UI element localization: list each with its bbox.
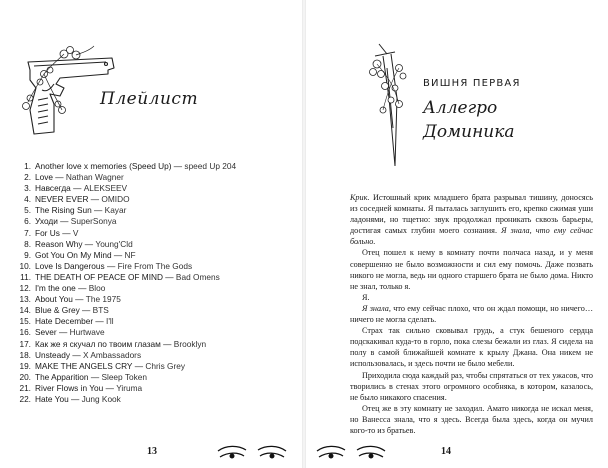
track-title: The Rising Sun (35, 205, 92, 216)
track-number: 19. (19, 360, 31, 371)
playlist-track (16, 394, 236, 405)
part-heading: ВИШНЯ ПЕРВАЯ (423, 78, 521, 89)
track-number: 13. (19, 294, 31, 305)
playlist-track (16, 250, 236, 261)
track-separator: — (82, 238, 96, 249)
track-separator: — (88, 194, 102, 205)
playlist-track (16, 239, 236, 250)
paragraph-text: Страх так сильно сковывал грудь, а стук бешеного сердца подскакивал куда-то в горло, пока слезы бежали из глаз. Я сидела на полу в самой ближайшей комнате к крылу Джана. Она никем не использовалась, и здесь почти не было мебели. (350, 326, 593, 369)
playlist-track (16, 228, 236, 239)
track-artist: V (72, 227, 79, 238)
track-artist: Bloo (88, 283, 106, 294)
track-separator: — (53, 172, 66, 183)
track-artist: Young'Cld (95, 238, 133, 249)
body-paragraph (350, 325, 593, 369)
body-paragraph (350, 292, 593, 303)
track-separator: — (93, 316, 107, 327)
track-number: 17. (19, 338, 31, 349)
track-number: 22. (19, 393, 31, 404)
page-number-left: 13 (147, 446, 157, 457)
playlist-track (16, 216, 236, 227)
playlist-track (16, 327, 236, 338)
right-page (305, 0, 608, 468)
track-separator: — (70, 183, 84, 194)
track-artist: NF (124, 249, 136, 260)
track-title: Sever (35, 327, 57, 338)
track-separator: — (57, 216, 71, 227)
left-page (0, 0, 303, 468)
paragraph-text: Отец же в эту комнату не заходил. Амато никогда не искал меня, но Ванесса знала, что я здесь. Всегда была здесь, когда он мучил кого-то из братьев. (350, 403, 593, 435)
track-title: THE DEATH OF PEACE OF MIND (35, 271, 163, 282)
chapter-body-text (350, 192, 593, 436)
track-artist: Hurtwave (69, 327, 105, 338)
track-artist: ALEKSEEV (83, 183, 128, 194)
italic-lead: Крик. (350, 193, 370, 202)
track-title: NEVER EVER (35, 194, 89, 205)
track-title: The Apparition (35, 371, 89, 382)
track-number: 11. (20, 271, 31, 282)
track-title: Reason Why (35, 238, 83, 249)
playlist-track (16, 183, 236, 194)
track-separator: — (91, 205, 105, 216)
paragraph-text: что ему сейчас плохо, что он ждал помощи, но ничего… ничего не могла сделать. (350, 303, 594, 325)
track-separator: — (72, 294, 86, 305)
track-title: Another love x memories (Speed Up) (35, 161, 172, 171)
track-title: Blue & Grey (35, 305, 80, 316)
track-title: River Flows in You (35, 382, 104, 393)
track-separator: — (103, 382, 117, 393)
paragraph-text: Я. (362, 292, 370, 302)
track-number: 3. (24, 183, 31, 194)
track-number: 16. (19, 327, 31, 338)
track-title: Как же я скучал по твоим глазам (35, 338, 161, 349)
track-artist: I'll (106, 316, 114, 327)
playlist-track (16, 361, 236, 372)
track-artist: OMIDO (101, 194, 130, 205)
track-artist: Chris Grey (145, 360, 186, 371)
track-title: Love Is Dangerous (35, 260, 105, 271)
playlist-track (16, 261, 236, 272)
track-artist: Yiruma (116, 382, 143, 393)
track-artist: SuperSonya (70, 216, 117, 227)
track-artist: Sleep Token (101, 371, 147, 382)
track-separator: — (70, 349, 83, 360)
track-number: 9. (24, 249, 31, 260)
track-title: Love (35, 172, 53, 183)
track-number: 5. (24, 205, 31, 216)
track-number: 18. (19, 349, 31, 360)
eyes-illustration (214, 443, 289, 465)
inline-italic: Я знала, что ему сейчас больно. (350, 226, 593, 247)
chapter-title-line1: Аллегро (423, 98, 498, 118)
track-separator: — (171, 161, 185, 171)
track-separator: — (163, 271, 176, 282)
playlist-track (16, 294, 236, 305)
track-title: For Us (35, 227, 60, 238)
track-artist: BTS (92, 305, 109, 316)
track-artist: Fire From The Gods (117, 260, 193, 271)
body-paragraph (350, 247, 593, 291)
playlist-track (16, 316, 236, 327)
playlist-track (16, 339, 236, 350)
track-number: 21. (19, 382, 31, 393)
track-artist: Kayar (104, 205, 127, 216)
track-title: About You (35, 294, 73, 305)
track-artist: Nathan Wagner (65, 172, 124, 183)
body-paragraph (350, 303, 593, 325)
track-list (16, 161, 236, 405)
track-title: I'm the one (35, 283, 76, 294)
paragraph-text: Истошный крик младшего брата разрывал тишину, доносясь из соседней комнаты. Я пыталась заглушить его, крепко сжимая уши ладонями, но тщетно: звук продолжал проникать сквозь барьеры, достигая самых глубин моего сознания. (350, 193, 593, 236)
paragraph-text: Приходила сюда каждый раз, чтобы спрятаться от тех ужасов, что творились в стенах этого огромного особняка, в котором, казалось, не было никакого спасения. (350, 370, 593, 402)
track-separator: — (111, 249, 125, 260)
track-number: 20. (19, 371, 31, 382)
playlist-track (16, 161, 236, 172)
track-separator: — (104, 260, 118, 271)
paragraph-text: Отец пошел к нему в комнату почти полчаса назад, и у меня совершенно не было возможности и сил ему помочь. Даже позвать никого не могла, ведь ни одного старшего брата не было дома. Никто не знал, только я. (350, 248, 593, 291)
playlist-track (16, 350, 236, 361)
track-separator: — (132, 360, 146, 371)
track-number: 15. (19, 316, 31, 327)
track-title: Unsteady (35, 349, 71, 360)
dagger-with-blossoms-illustration (365, 38, 415, 168)
page-number-right: 14 (441, 446, 451, 457)
track-separator: — (59, 227, 73, 238)
track-number: 10. (19, 260, 31, 271)
track-separator: — (56, 327, 70, 338)
track-number: 7. (24, 227, 31, 238)
track-artist: Brooklyn (173, 338, 207, 349)
track-title: MAKE THE ANGELS CRY (35, 360, 133, 371)
playlist-track (16, 205, 236, 216)
track-artist: Jung Kook (81, 393, 121, 404)
track-title: Hate December (35, 316, 94, 327)
body-paragraph (350, 192, 593, 247)
playlist-track (16, 372, 236, 383)
track-number: 4. (24, 194, 31, 205)
track-title: Got You On My Mind (35, 249, 112, 260)
track-number: 12. (19, 283, 31, 294)
playlist-track (16, 194, 236, 205)
track-number: 2. (24, 172, 31, 183)
track-separator: — (68, 393, 82, 404)
playlist-title: Плейлист (100, 89, 199, 109)
track-artist: X Ambassadors (82, 349, 142, 360)
track-artist: Bad Omens (175, 271, 220, 282)
track-artist: speed Up 204 (184, 161, 237, 171)
playlist-track (16, 172, 236, 183)
track-title: Уходи (35, 216, 58, 227)
track-title: Навсегда (35, 183, 71, 194)
chapter-title-line2: Доминика (423, 122, 515, 142)
italic-lead: Я знала, (362, 303, 391, 313)
track-title: Hate You (35, 393, 69, 404)
playlist-track (16, 383, 236, 394)
playlist-track (16, 305, 236, 316)
track-number: 1. (24, 161, 31, 171)
body-paragraph (350, 403, 593, 436)
body-paragraph (350, 370, 593, 403)
track-number: 14. (19, 305, 31, 316)
playlist-track (16, 272, 236, 283)
track-number: 6. (24, 216, 31, 227)
playlist-track (16, 283, 236, 294)
track-artist: The 1975 (85, 294, 121, 305)
track-separator: — (160, 338, 174, 349)
track-number: 8. (24, 238, 31, 249)
track-separator: — (88, 371, 102, 382)
track-separator: — (79, 305, 93, 316)
track-separator: — (75, 283, 89, 294)
eyes-illustration-right (313, 443, 388, 465)
